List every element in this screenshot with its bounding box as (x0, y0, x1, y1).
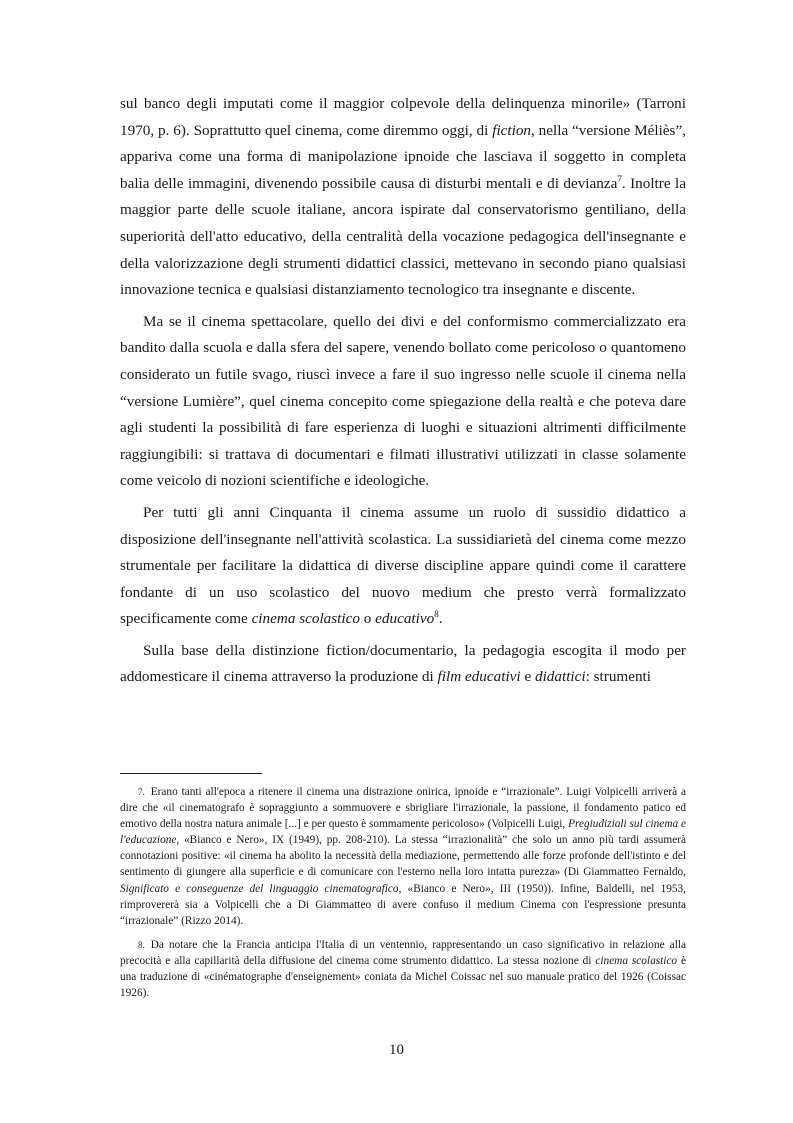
paragraph-4-text-b: e (520, 668, 535, 686)
paragraph-3-italic-1: cinema scolastico (251, 610, 360, 628)
paragraph-3-text-b: o (359, 610, 376, 628)
footnote-7-text-a: Erano tanti all'epoca a ritenere il cinema una distrazione onirica, ipnoide e “irrazionale”. Luigi Volpicelli arriverà a dire che «il cinematografo è sopraggiunto a sommuovere e sbrigliare l'irrazionale, la passione, il fondamento patico ed emotivo della nostra natura animale [...] e per questo è sommamente pericoloso» (Volpicelli Luigi, (120, 786, 686, 831)
footnote-ref-7: 7 (617, 173, 622, 184)
paragraph-1-text-a: sul banco degli imputati come il maggior colpevole della delinquenza minorile» (Tarroni 1970, p. 6). Soprattutto quel cinema, come diremmo oggi, di (120, 95, 686, 139)
footnote-8 (120, 937, 686, 1001)
paragraph-4-italic-2: didattici (534, 668, 586, 686)
paragraph-4-italic-1: film educativi (437, 668, 521, 686)
footnote-7-italic-1: Pregiudiziali sul cinema e l'educazione (120, 818, 686, 847)
paragraph-1-italic: fiction (492, 121, 532, 139)
paragraph-3-italic-2: educativo (375, 610, 435, 628)
paragraph-3-text-a: Per tutti gli anni Cinquanta il cinema assume un ruolo di sussidio didattico a disposizione dell'insegnante nell'attività scolastica. La sussidiarietà del cinema come mezzo strumentale per facilitare la didattica di diverse discipline appare quindi come il carattere fondante di un uso scolastico del nuovo medium che presto verrà formalizzato specificamente come (120, 503, 686, 628)
footnote-7-text-b: , «Bianco e Nero», IX (1949), pp. 208-210). La stessa “irrazionalità” che solo un anno più tardi assumerà connotazioni positive: «il cinema ha abolito la necessità della mediazione, permettendo alle forze profonde dell'istinto e del sentimento di giungere alla superficie e di comunicare con l'esterno nella loro intatta purezza» (Di Giammatteo Fernaldo, (120, 834, 686, 879)
footnote-7-italic-2: Significato e conseguenze del linguaggio cinematografico (120, 882, 399, 895)
page-number: 10 (389, 1042, 404, 1058)
footnote-8-italic-1: cinema scolastico (595, 954, 678, 967)
footnote-8-text-b: è una traduzione di «cinématographe d'enseignement» coniata da Michel Coissac nel suo manuale pratico del 1926 (Coissac 1926). (120, 954, 686, 1000)
footnote-8-number: 8. (138, 939, 145, 950)
paragraph-4-text-a: Sulla base della distinzione fiction/documentario, la pedagogia escogita il modo per addomesticare il cinema attraverso la produzione di (120, 641, 686, 686)
paragraph-1-text-c: . Inoltre la maggior parte delle scuole italiane, ancora ispirate dal conservatorismo gentiliano, della superiorità dell'atto educativo, della centralità della vocazione pedagogica dell'insegnante e della valorizzazione degli strumenti didattici classici, mettevano in secondo piano qualsiasi innovazione tecnica e qualsiasi distanziamento tecnologico tra insegnante e discente. (120, 174, 686, 299)
paragraph-3-text-c: . (438, 610, 443, 628)
footnote-7 (120, 784, 686, 929)
footnote-7-text-c: , «Bianco e Nero», III (1950)). Infine, Baldelli, nel 1953, rimprovererà sia a Volpicelli che a Di Giammatteo di avere confuso il medium Cinema con l'espressione presunta “irrazionale” (Rizzo 2014). (120, 882, 686, 927)
paragraph-4-text-c: : strumenti (585, 668, 651, 686)
paragraph-3 (120, 500, 686, 633)
footnote-separator (120, 773, 262, 774)
footnote-8-text-a: Da notare che la Francia anticipa l'Italia di un ventennio, rappresentando un caso significativo in relazione alla precocità e alla capillarità della diffusione del cinema come strumento didattico. La stessa nozione di (120, 938, 686, 967)
footnotes (120, 784, 686, 1009)
paragraph-2: Ma se il cinema spettacolare, quello dei divi e del conformismo commercializzato era bandito dalla scuola e dalla sfera del sapere, venendo bollato come pericoloso o quantomeno considerato un futile svago, riuscì invece a fare il suo ingresso nelle scuole il cinema nella “versione Lumière”, quel cinema concepito come spiegazione della realtà e che poteva dare agli studenti la possibilità di fare esperienza di luoghi e situazioni altrimenti difficilmente raggiungibili: si trattava di documentari e filmati illustrativi utilizzati in classe solamente come veicolo di nozioni scientifiche e ideologiche. (120, 312, 686, 490)
footnote-ref-8: 8 (434, 609, 439, 620)
paragraph-4 (120, 638, 686, 691)
footnote-7-number: 7. (138, 787, 145, 797)
body-text (120, 91, 686, 691)
paragraph-1-text-b: , nella “versione Méliès”, appariva come una forma di manipolazione ipnoide che lasciava il soggetto in completa balìa delle immagini, divenendo possibile causa di disturbi mentali e di devianza (120, 121, 686, 192)
paragraph-1 (120, 91, 686, 304)
